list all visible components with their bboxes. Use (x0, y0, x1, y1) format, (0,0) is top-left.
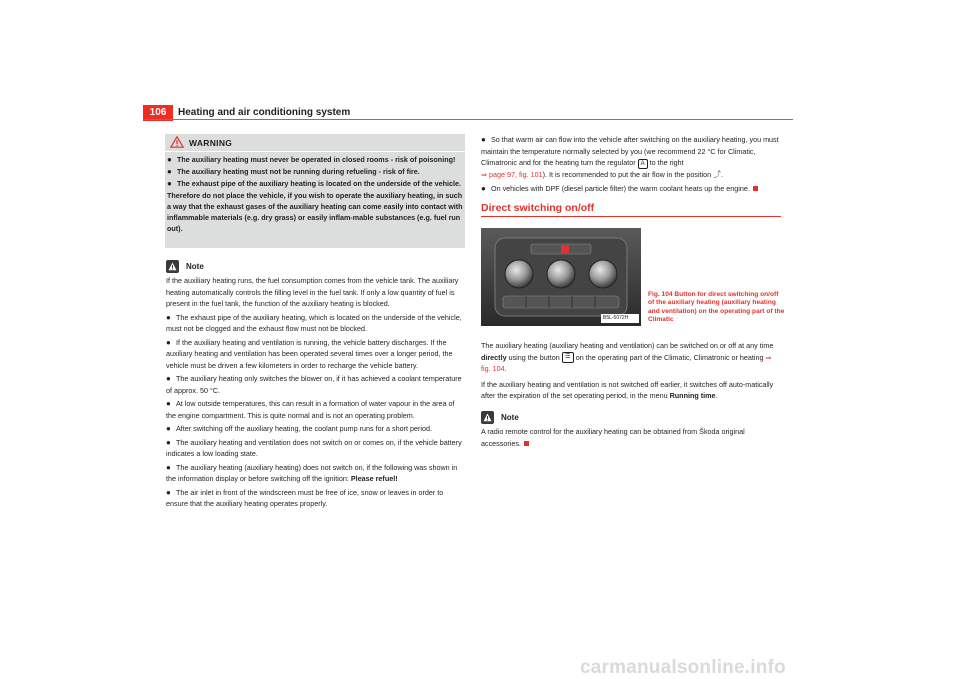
warning-body (167, 154, 463, 235)
warning-item: ● The auxiliary heating must not be running during refueling - risk of fire. (167, 167, 420, 177)
note-item: ● The auxiliary heating only switches the blower on, if it has achieved a coolant temperature of approx. 50 °C. (166, 374, 462, 395)
auxiliary-heating-button-icon: ☰ (562, 352, 574, 363)
note-item: ● The auxiliary heating and ventilation does not switch on or comes on, if the vehicle battery indicates a low loading state. (166, 437, 462, 458)
section-rule (481, 216, 781, 217)
right-bullet: ● On vehicles with DPF (diesel particle filter) the warm coolant heats up the engine. (481, 183, 781, 195)
bullet-icon: ● (167, 179, 172, 189)
watermark: carmanualsonline.info (580, 657, 786, 678)
chapter-title: Heating and air conditioning system (178, 107, 351, 118)
note-right-text: A radio remote control for the auxiliary heating can be obtained from Škoda original accessories. (481, 427, 745, 448)
note-icon (481, 411, 494, 424)
bullet-icon: ● (481, 135, 486, 144)
bullet-icon: ● (167, 167, 172, 177)
note-left-body (166, 275, 466, 512)
note-item: ● The exhaust pipe of the auxiliary heating, which is located on the underside of the vehicle, must not be clogged and the exhaust flow must not be blocked. (166, 312, 462, 333)
climatic-panel-figure (481, 228, 641, 326)
bullet-icon: ● (167, 155, 172, 164)
header-rule (143, 119, 793, 120)
note-item: ● The auxiliary heating (auxiliary heating) does not switch on, if the following was shown in the information display or before switching off the ignition: Please refuel! (166, 462, 458, 483)
bullet-icon: ● (166, 374, 171, 383)
right-body (481, 340, 781, 404)
bullet-icon: ● (166, 487, 171, 497)
note-item: ● The air inlet in front of the windscreen must be free of ice, snow or leaves in order to ensure that the auxiliary heating operates properly. (166, 487, 444, 508)
bullet-icon: ● (481, 183, 486, 193)
bullet-icon: ● (166, 462, 171, 472)
section-title: Direct switching on/off (481, 202, 595, 214)
note-item: ● After switching off the auxiliary heating, the coolant pump runs for a short period. (166, 424, 432, 433)
warning-item: ● The exhaust pipe of the auxiliary heating is located on the underside of the vehicle. Therefore do not place the vehicle, if you wish to operate the auxiliary heating, in such a way that the exhaust gases of the auxiliary heating can come easily into contact with inflammable materials (e.g. dry grass) or easily inflam-mable substances (e.g. fuel run out). (167, 179, 463, 234)
note-heading (166, 260, 204, 273)
regulator-a-button: A (638, 159, 648, 169)
right-intro (481, 134, 781, 196)
right-bullet: ● So that warm air can flow into the vehicle after switching on the auxiliary heating, you must maintain the temperature normally selected by you (we recommend 22 °C for Climatic, Climatronic and for the heating turn the regulator A to the right ⇒ page 97, fig. 101). It is recommended to put the air flow in the position ⤴. (481, 135, 779, 179)
bullet-icon: ● (166, 437, 171, 447)
note-right-body (481, 426, 781, 451)
note-item: ● If the auxiliary heating and ventilation is running, the vehicle battery discharges. If the auxiliary heating and ventilation has been operated several times over a longer period, the vehicle must be driven a few kilometers in order to recharge the vehicle battery. (166, 337, 453, 370)
note-title: Note (501, 413, 519, 422)
page-number: 106 (143, 105, 173, 121)
bullet-icon: ● (166, 312, 171, 322)
note-heading-right (481, 411, 519, 424)
warning-title: WARNING (189, 138, 233, 148)
figure-caption: Fig. 104 Button for direct switching on/off of the auxiliary heating (auxiliary heating and ventilation) on the operating part of the Climatic (648, 291, 785, 323)
windscreen-airflow-icon: ⤴ (713, 170, 722, 179)
note-title: Note (186, 262, 204, 271)
warning-rule (165, 151, 465, 152)
bullet-icon: ● (166, 424, 171, 433)
bullet-icon: ● (166, 337, 171, 347)
end-marker-icon (753, 186, 758, 191)
note-icon (166, 260, 179, 273)
direct-switch-paragraph: The auxiliary heating (auxiliary heating and ventilation) can be switched on or off at any time directly using the button ☰ on the operating part of the Climatic, Climatronic or heating ⇒ fig. 104. (481, 341, 774, 374)
note-intro: If the auxiliary heating runs, the fuel consumption comes from the vehicle tank. The auxiliary heating automatically controls the filling level in the fuel tank. If only a low quantity of fuel is present in the fuel tank, the function of the auxiliary heating is blocked. (166, 276, 459, 308)
note-item: ● At low outside temperatures, this can result in a formation of water vapour in the area of the engine compartment. This is quite normal and is not an operating problem. (166, 399, 455, 420)
running-time-paragraph: If the auxiliary heating and ventilation is not switched off earlier, it switches off auto-matically after the expiration of the set operating period, in the menu Running time. (481, 379, 774, 401)
bullet-icon: ● (166, 399, 171, 408)
end-marker-icon (524, 441, 529, 446)
page-97-link[interactable]: ⇒ page 97, fig. 101 (481, 170, 543, 179)
fig-104-link[interactable]: ⇒ fig. 104 (481, 352, 772, 374)
warning-item: ● The auxiliary heating must never be operated in closed rooms - risk of poisoning! (167, 155, 456, 164)
climatic-panel-illustration (481, 228, 641, 326)
figure-code: B5L-5072H (603, 315, 629, 321)
warning-triangle-icon (170, 136, 184, 148)
